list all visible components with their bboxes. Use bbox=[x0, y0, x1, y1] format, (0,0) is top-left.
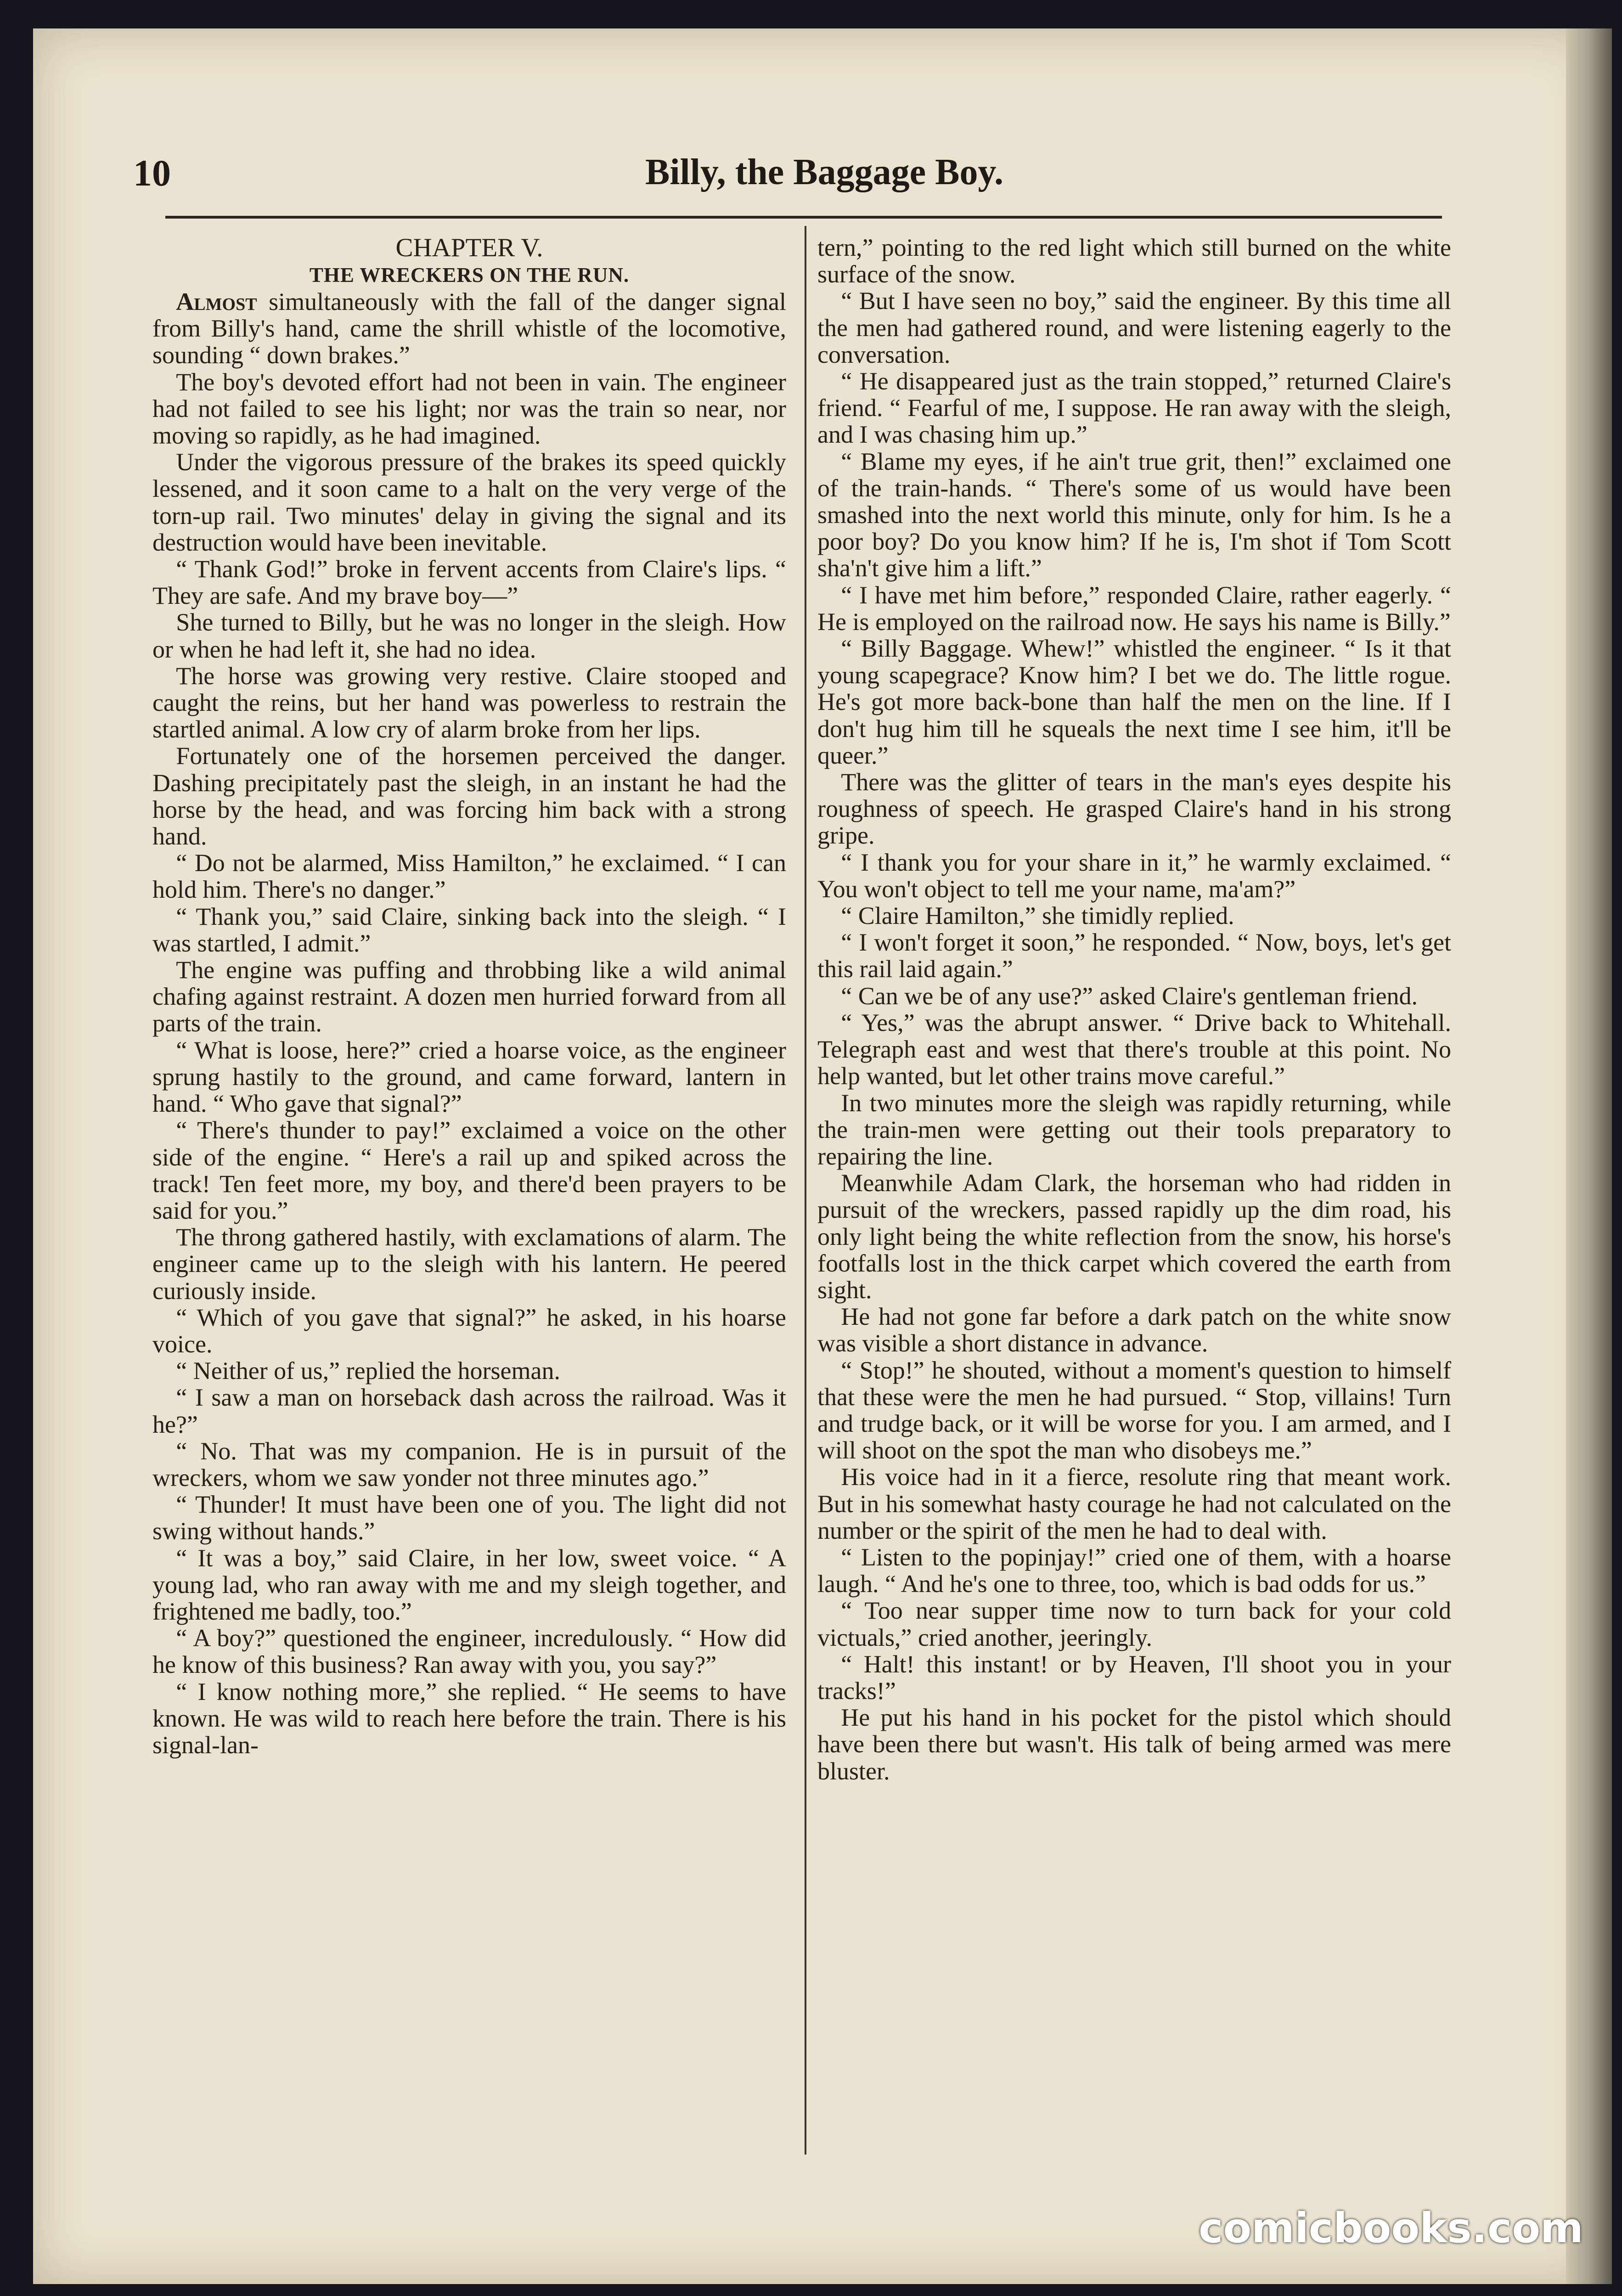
paragraph: The throng gathered hastily, with exclamations of alarm. The engineer came up to the sleigh with his lantern. He peered curiously inside. bbox=[152, 1223, 786, 1305]
chapter-subtitle: THE WRECKERS ON THE RUN. bbox=[309, 264, 630, 287]
paragraph: “ Claire Hamilton,” she timidly replied. bbox=[841, 902, 1234, 930]
paragraph: “ A boy?” questioned the engineer, incredulously. “ How did he know of this business? Ran away with you, you say?” bbox=[152, 1624, 786, 1679]
paragraph: “ I have met him before,” responded Claire, rather eagerly. “ He is employed on the railroad now. He says his name is Billy.” bbox=[817, 581, 1451, 636]
watermark: comicbooks.com bbox=[1199, 2204, 1583, 2252]
running-head bbox=[133, 152, 1515, 207]
paragraph: “ Too near supper time now to turn back for your cold victuals,” cried another, jeeringly. bbox=[817, 1597, 1451, 1651]
paragraph: “ I thank you for your share in it,” he warmly exclaimed. “ You won't object to tell me your name, ma'am?” bbox=[817, 848, 1451, 903]
left-column bbox=[152, 234, 786, 2154]
paragraph: “ Billy Baggage. Whew!” whistled the engineer. “ Is it that young scapegrace? Know him? I bet we do. The little rogue. He's got more back-bone than half the men on the line. If I don't hug him till he squeals the next time I see him, it'll be queer.” bbox=[817, 635, 1451, 769]
paragraph: She turned to Billy, but he was no longer in the sleigh. How or when he had left it, she had no idea. bbox=[152, 608, 786, 663]
paragraph: “ Thunder! It must have been one of you. The light did not swing without hands.” bbox=[152, 1491, 786, 1545]
paragraph: “ But I have seen no boy,” said the engineer. By this time all the men had gathered round, and were listening eagerly to the conversation. bbox=[817, 287, 1451, 368]
paragraph: “ It was a boy,” said Claire, in her low, sweet voice. “ A young lad, who ran away with me and my sleigh together, and frightened me badly, too.” bbox=[152, 1544, 786, 1625]
paragraph: “ Thank you,” said Claire, sinking back into the sleigh. “ I was startled, I admit.” bbox=[152, 902, 786, 957]
opening-text: simultaneously with the fall of the danger signal from Billy's hand, came the shrill whistle of the locomotive, sounding “ down brakes.” bbox=[152, 288, 786, 369]
right-column bbox=[817, 234, 1451, 2154]
paragraph: “ What is loose, here?” cried a hoarse voice, as the engineer sprung hastily to the ground, and came forward, lantern in hand. “ Who gave that signal?” bbox=[152, 1036, 786, 1118]
page-number: 10 bbox=[133, 152, 171, 194]
column-divider bbox=[805, 226, 806, 2155]
paragraph: “ I know nothing more,” she replied. “ He seems to have known. He was wild to reach here before the train. There is his signal-lan- bbox=[152, 1677, 786, 1759]
right-paragraphs bbox=[817, 287, 1451, 1784]
paragraph: “ He disappeared just as the train stopped,” returned Claire's friend. “ Fearful of me, I suppose. He ran away with the sleigh, and I was chasing him up.” bbox=[817, 367, 1451, 449]
paragraph: The engine was puffing and throbbing like a wild animal chafing against restraint. A dozen men hurried forward from all parts of the train. bbox=[152, 956, 786, 1037]
header-rule bbox=[165, 216, 1442, 219]
paragraph: He had not gone far before a dark patch on the white snow was visible a short distance in advance. bbox=[817, 1303, 1451, 1357]
paragraph: “ Stop!” he shouted, without a moment's question to himself that these were the men he had pursued. “ Stop, villains! Turn and trudge back, or it will be worse for you. I am armed, and I will shoot on the spot the man who disobeys me.” bbox=[817, 1356, 1451, 1464]
paragraph: In two minutes more the sleigh was rapidly returning, while the train-men were getting out their tools preparatory to repairing the line. bbox=[817, 1089, 1451, 1170]
book-spine bbox=[1566, 28, 1612, 2284]
paragraph: Meanwhile Adam Clark, the horseman who had ridden in pursuit of the wreckers, passed rapidly up the dim road, his only light being the white reflection from the snow, his horse's footfalls lost in the thick carpet which covered the earth from sight. bbox=[817, 1169, 1451, 1304]
paragraph: He put his hand in his pocket for the pistol which should have been there but wasn't. His talk of being armed was mere bluster. bbox=[817, 1704, 1451, 1785]
paragraph: Fortunately one of the horsemen perceived the danger. Dashing precipitately past the sleigh, in an instant he had the horse by the head, and was forcing him back with a strong hand. bbox=[152, 742, 786, 850]
opening-word: Almost bbox=[176, 288, 257, 315]
paragraph: “ Can we be of any use?” asked Claire's gentleman friend. bbox=[841, 982, 1418, 1010]
paragraph: “ Thank God!” broke in fervent accents from Claire's lips. “ They are safe. And my brave boy—” bbox=[152, 555, 786, 610]
paragraph: “ I won't forget it soon,” he responded. “ Now, boys, let's get this rail laid again.” bbox=[817, 929, 1451, 983]
paragraph: “ Listen to the popinjay!” cried one of them, with a hoarse laugh. “ And he's one to three, too, which is bad odds for us.” bbox=[817, 1543, 1451, 1598]
paragraph: “ Which of you gave that signal?” he asked, in his hoarse voice. bbox=[152, 1303, 786, 1358]
opening-paragraph bbox=[152, 288, 786, 369]
paragraph: “ Blame my eyes, if he ain't true grit, then!” exclaimed one of the train-hands. “ There's some of us would have been smashed into the next world this minute, only for him. Is he a poor boy? Do you know him? If he is, I'm shot if Tom Scott sha'n't give him a lift.” bbox=[817, 447, 1451, 582]
paragraph: “ Halt! this instant! or by Heaven, I'll shoot you in your tracks!” bbox=[817, 1650, 1451, 1705]
continuation-paragraph: tern,” pointing to the red light which still burned on the white surface of the snow. bbox=[817, 234, 1451, 288]
paragraph: “ Do not be alarmed, Miss Hamilton,” he exclaimed. “ I can hold him. There's no danger.” bbox=[152, 849, 786, 904]
paragraph: His voice had in it a fierce, resolute ring that meant work. But in his somewhat hasty courage he had not calculated on the number or the spirit of the men he had to deal with. bbox=[817, 1463, 1451, 1544]
paragraph: The boy's devoted effort had not been in vain. The engineer had not failed to see his light; nor was the train so near, nor moving so rapidly, as he had imagined. bbox=[152, 368, 786, 450]
paragraph: “ Neither of us,” replied the horseman. bbox=[176, 1357, 560, 1385]
paragraph: The horse was growing very restive. Claire stooped and caught the reins, but her hand was powerless to restrain the startled animal. A low cry of alarm broke from her lips. bbox=[152, 662, 786, 743]
running-title: Billy, the Baggage Boy. bbox=[645, 152, 1004, 192]
paragraph: “ There's thunder to pay!” exclaimed a voice on the other side of the engine. “ Here's a rail up and spiked across the track! Ten feet more, my boy, and there'd been prayers to be said for you.” bbox=[152, 1116, 786, 1224]
paragraph: “ Yes,” was the abrupt answer. “ Drive back to Whitehall. Telegraph east and west that there's trouble at this point. No help wanted, but let other trains move careful.” bbox=[817, 1008, 1451, 1090]
paragraph: “ I saw a man on horseback dash across the railroad. Was it he?” bbox=[152, 1384, 786, 1438]
paragraph: Under the vigorous pressure of the brakes its speed quickly lessened, and it soon came to a halt on the very verge of the torn-up rail. Two minutes' delay in giving the signal and its destruction would have been inevitable. bbox=[152, 448, 786, 556]
paragraph: There was the glitter of tears in the man's eyes despite his roughness of speech. He grasped Claire's hand in his strong gripe. bbox=[817, 768, 1451, 850]
left-paragraphs bbox=[152, 369, 786, 1759]
chapter-heading: CHAPTER V. bbox=[395, 234, 543, 262]
paragraph: “ No. That was my companion. He is in pursuit of the wreckers, whom we saw yonder not three minutes ago.” bbox=[152, 1437, 786, 1491]
